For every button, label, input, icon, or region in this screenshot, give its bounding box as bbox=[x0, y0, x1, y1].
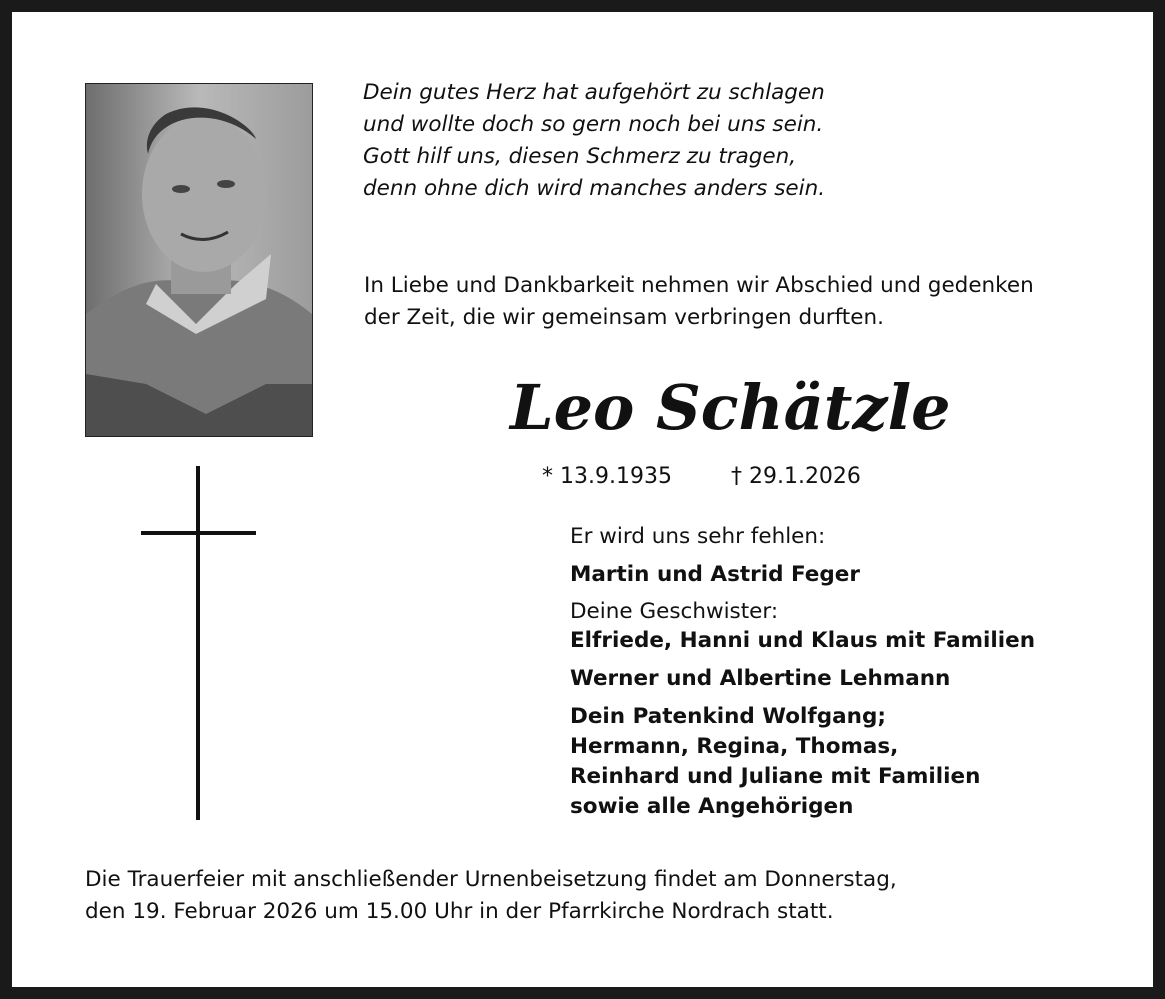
life-dates bbox=[542, 462, 861, 492]
mourner-name: Hermann, Regina, Thomas, bbox=[570, 734, 899, 759]
portrait-photo bbox=[85, 83, 313, 437]
mourners-list bbox=[570, 522, 1035, 822]
mourner-name: Werner und Albertine Lehmann bbox=[570, 666, 951, 691]
obituary-notice bbox=[12, 12, 1153, 987]
farewell-text bbox=[364, 270, 1034, 334]
mourners-intro: Er wird uns sehr fehlen: bbox=[570, 524, 826, 549]
mourner-name: Martin und Astrid Feger bbox=[570, 562, 860, 587]
cross-icon bbox=[196, 466, 200, 820]
mourner-name: sowie alle Angehörigen bbox=[570, 794, 854, 819]
poem-line: Dein gutes Herz hat aufgehört zu schlagen bbox=[363, 80, 825, 105]
cross-icon-bar bbox=[141, 531, 256, 535]
death-date: † 29.1.2026 bbox=[730, 464, 861, 489]
funeral-details-line: den 19. Februar 2026 um 15.00 Uhr in der Pfarrkirche Nordrach statt. bbox=[85, 899, 834, 924]
funeral-details bbox=[85, 864, 897, 928]
farewell-line: In Liebe und Dankbarkeit nehmen wir Abschied und gedenken bbox=[364, 273, 1034, 298]
mourner-name: Reinhard und Juliane mit Familien bbox=[570, 764, 981, 789]
deceased-name: Leo Schätzle bbox=[510, 371, 951, 444]
mourner-name: Elfriede, Hanni und Klaus mit Familien bbox=[570, 628, 1036, 653]
poem-line: und wollte doch so gern noch bei uns sein. bbox=[363, 112, 824, 137]
poem bbox=[363, 77, 825, 205]
mourner-name: Dein Patenkind Wolfgang; bbox=[570, 704, 886, 729]
farewell-line: der Zeit, die wir gemeinsam verbringen durften. bbox=[364, 305, 884, 330]
siblings-label: Deine Geschwister: bbox=[570, 599, 779, 624]
poem-line: Gott hilf uns, diesen Schmerz zu tragen, bbox=[363, 144, 797, 169]
funeral-details-line: Die Trauerfeier mit anschließender Urnenbeisetzung findet am Donnerstag, bbox=[85, 867, 897, 892]
poem-line: denn ohne dich wird manches anders sein. bbox=[363, 176, 826, 201]
birth-date: * 13.9.1935 bbox=[542, 464, 672, 489]
